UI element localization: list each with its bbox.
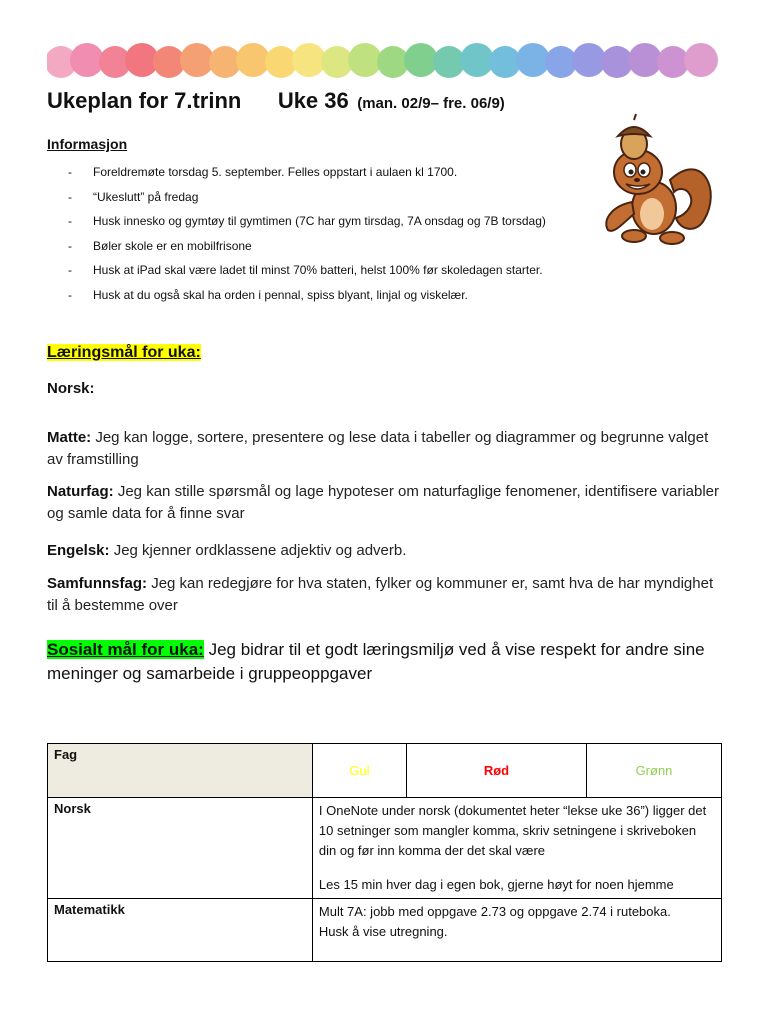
- info-item-text: Husk innesko og gymtøy til gymtimen (7C har gym tirsdag, 7A onsdag og 7B torsdag): [93, 214, 546, 229]
- info-item-text: “Ukeslutt” på fredag: [93, 189, 199, 204]
- social-goal-text: Jeg bidrar til et godt læringsmiljø ved å vise respekt for andre sine meninger og samarbeide i gruppeoppgaver: [47, 640, 705, 683]
- title-main: Ukeplan for 7.trinn: [47, 88, 242, 113]
- table-row: [48, 899, 722, 962]
- bullet-dash: -: [68, 287, 72, 302]
- goal-matte-text: logge, sortere, presentere og lese data i tabeller og diagrammer og begrunne valget av framstilling: [47, 429, 709, 468]
- goal-naturfag-label: Naturfag:: [47, 483, 114, 500]
- goal-matte: [47, 427, 721, 471]
- goal-norsk: [47, 378, 721, 400]
- info-heading: Informasjon: [47, 136, 128, 152]
- goal-matte-label: Matte:: [47, 429, 92, 446]
- row-subject: Norsk: [48, 798, 313, 899]
- bullet-dash: -: [68, 165, 72, 179]
- bullet-dash: -: [68, 238, 72, 253]
- goal-naturfag-lead: Jeg kan: [117, 483, 171, 500]
- goal-samfunnsfag-text: Jeg kan redegjøre for hva staten, fylker og kommuner er, samt hva de har myndighet til å bestemme over: [47, 575, 714, 614]
- list-item: [68, 286, 598, 311]
- header-gul: Gul: [312, 744, 406, 798]
- row-task: [312, 899, 721, 962]
- info-item-text: Bøler skole er en mobilfrisone: [93, 238, 252, 253]
- squirrel-icon: [592, 110, 720, 250]
- task-line: I OneNote under norsk (dokumentet heter “lekse uke 36”) ligger det 10 setninger som mangler komma, skriv setningene i skriveboken din og før inn komma der det skal være: [318, 803, 707, 858]
- goals-heading-highlight: Læringsmål for uka:: [47, 344, 201, 361]
- bullet-dash: -: [68, 263, 72, 278]
- goals-heading: [47, 344, 201, 362]
- goal-norsk-label: Norsk:: [47, 380, 95, 397]
- row-subject: Matematikk: [48, 899, 313, 962]
- info-list: [68, 163, 598, 311]
- rainbow-banner: [47, 42, 721, 80]
- bullet-dash: -: [68, 189, 72, 204]
- row-task: [312, 798, 721, 899]
- info-item-text: Husk at iPad skal være ladet til minst 70% batteri, helst 100% før skoledagen starter.: [93, 263, 543, 278]
- task-line: Les 15 min hver dag i egen bok, gjerne høyt for noen hjemme: [318, 877, 674, 892]
- social-goal-label: Sosialt mål for uka:: [47, 640, 204, 659]
- title-dates: (man. 02/9– fre. 06/9): [357, 95, 505, 112]
- info-item-text: Foreldremøte torsdag 5. september. Felles oppstart i aulaen kl 1700.: [93, 165, 458, 179]
- goal-engelsk: [47, 540, 721, 562]
- goal-engelsk-label: Engelsk:: [47, 542, 110, 559]
- list-item: [68, 163, 598, 188]
- header-fag: Fag: [48, 744, 313, 798]
- title-week: Uke 36: [277, 88, 349, 113]
- table-row: [48, 798, 722, 899]
- info-item-text: Husk at du også skal ha orden i pennal, spiss blyant, linjal og viskelær.: [93, 287, 468, 302]
- rainbow-dots-icon: [47, 42, 721, 80]
- list-item: [68, 212, 598, 237]
- list-item: [68, 261, 598, 286]
- table-header-row: [48, 744, 722, 798]
- task-line: Mult 7A: jobb med oppgave 2.73 og oppgave 2.74 i ruteboka.: [318, 904, 671, 919]
- goal-naturfag: [47, 481, 721, 525]
- social-goal: [47, 638, 721, 686]
- header-gronn: Grønn: [586, 744, 721, 798]
- homework-table: [47, 743, 722, 962]
- page-title: [47, 88, 505, 114]
- bullet-dash: -: [68, 214, 72, 229]
- list-item: [68, 237, 598, 262]
- header-rod: Rød: [406, 744, 586, 798]
- goal-samfunnsfag-label: Samfunnsfag:: [47, 575, 148, 592]
- goal-naturfag-text: stille spørsmål og lage hypoteser om naturfaglige fenomener, identifisere variabler og samle data for å finne svar: [47, 483, 720, 522]
- goal-matte-lead: Jeg kan: [95, 429, 148, 446]
- goal-samfunnsfag: [47, 573, 721, 617]
- task-line: Husk å vise utregning.: [318, 924, 448, 939]
- list-item: [68, 188, 598, 213]
- goal-engelsk-text: Jeg kjenner ordklassene adjektiv og adverb.: [113, 542, 407, 559]
